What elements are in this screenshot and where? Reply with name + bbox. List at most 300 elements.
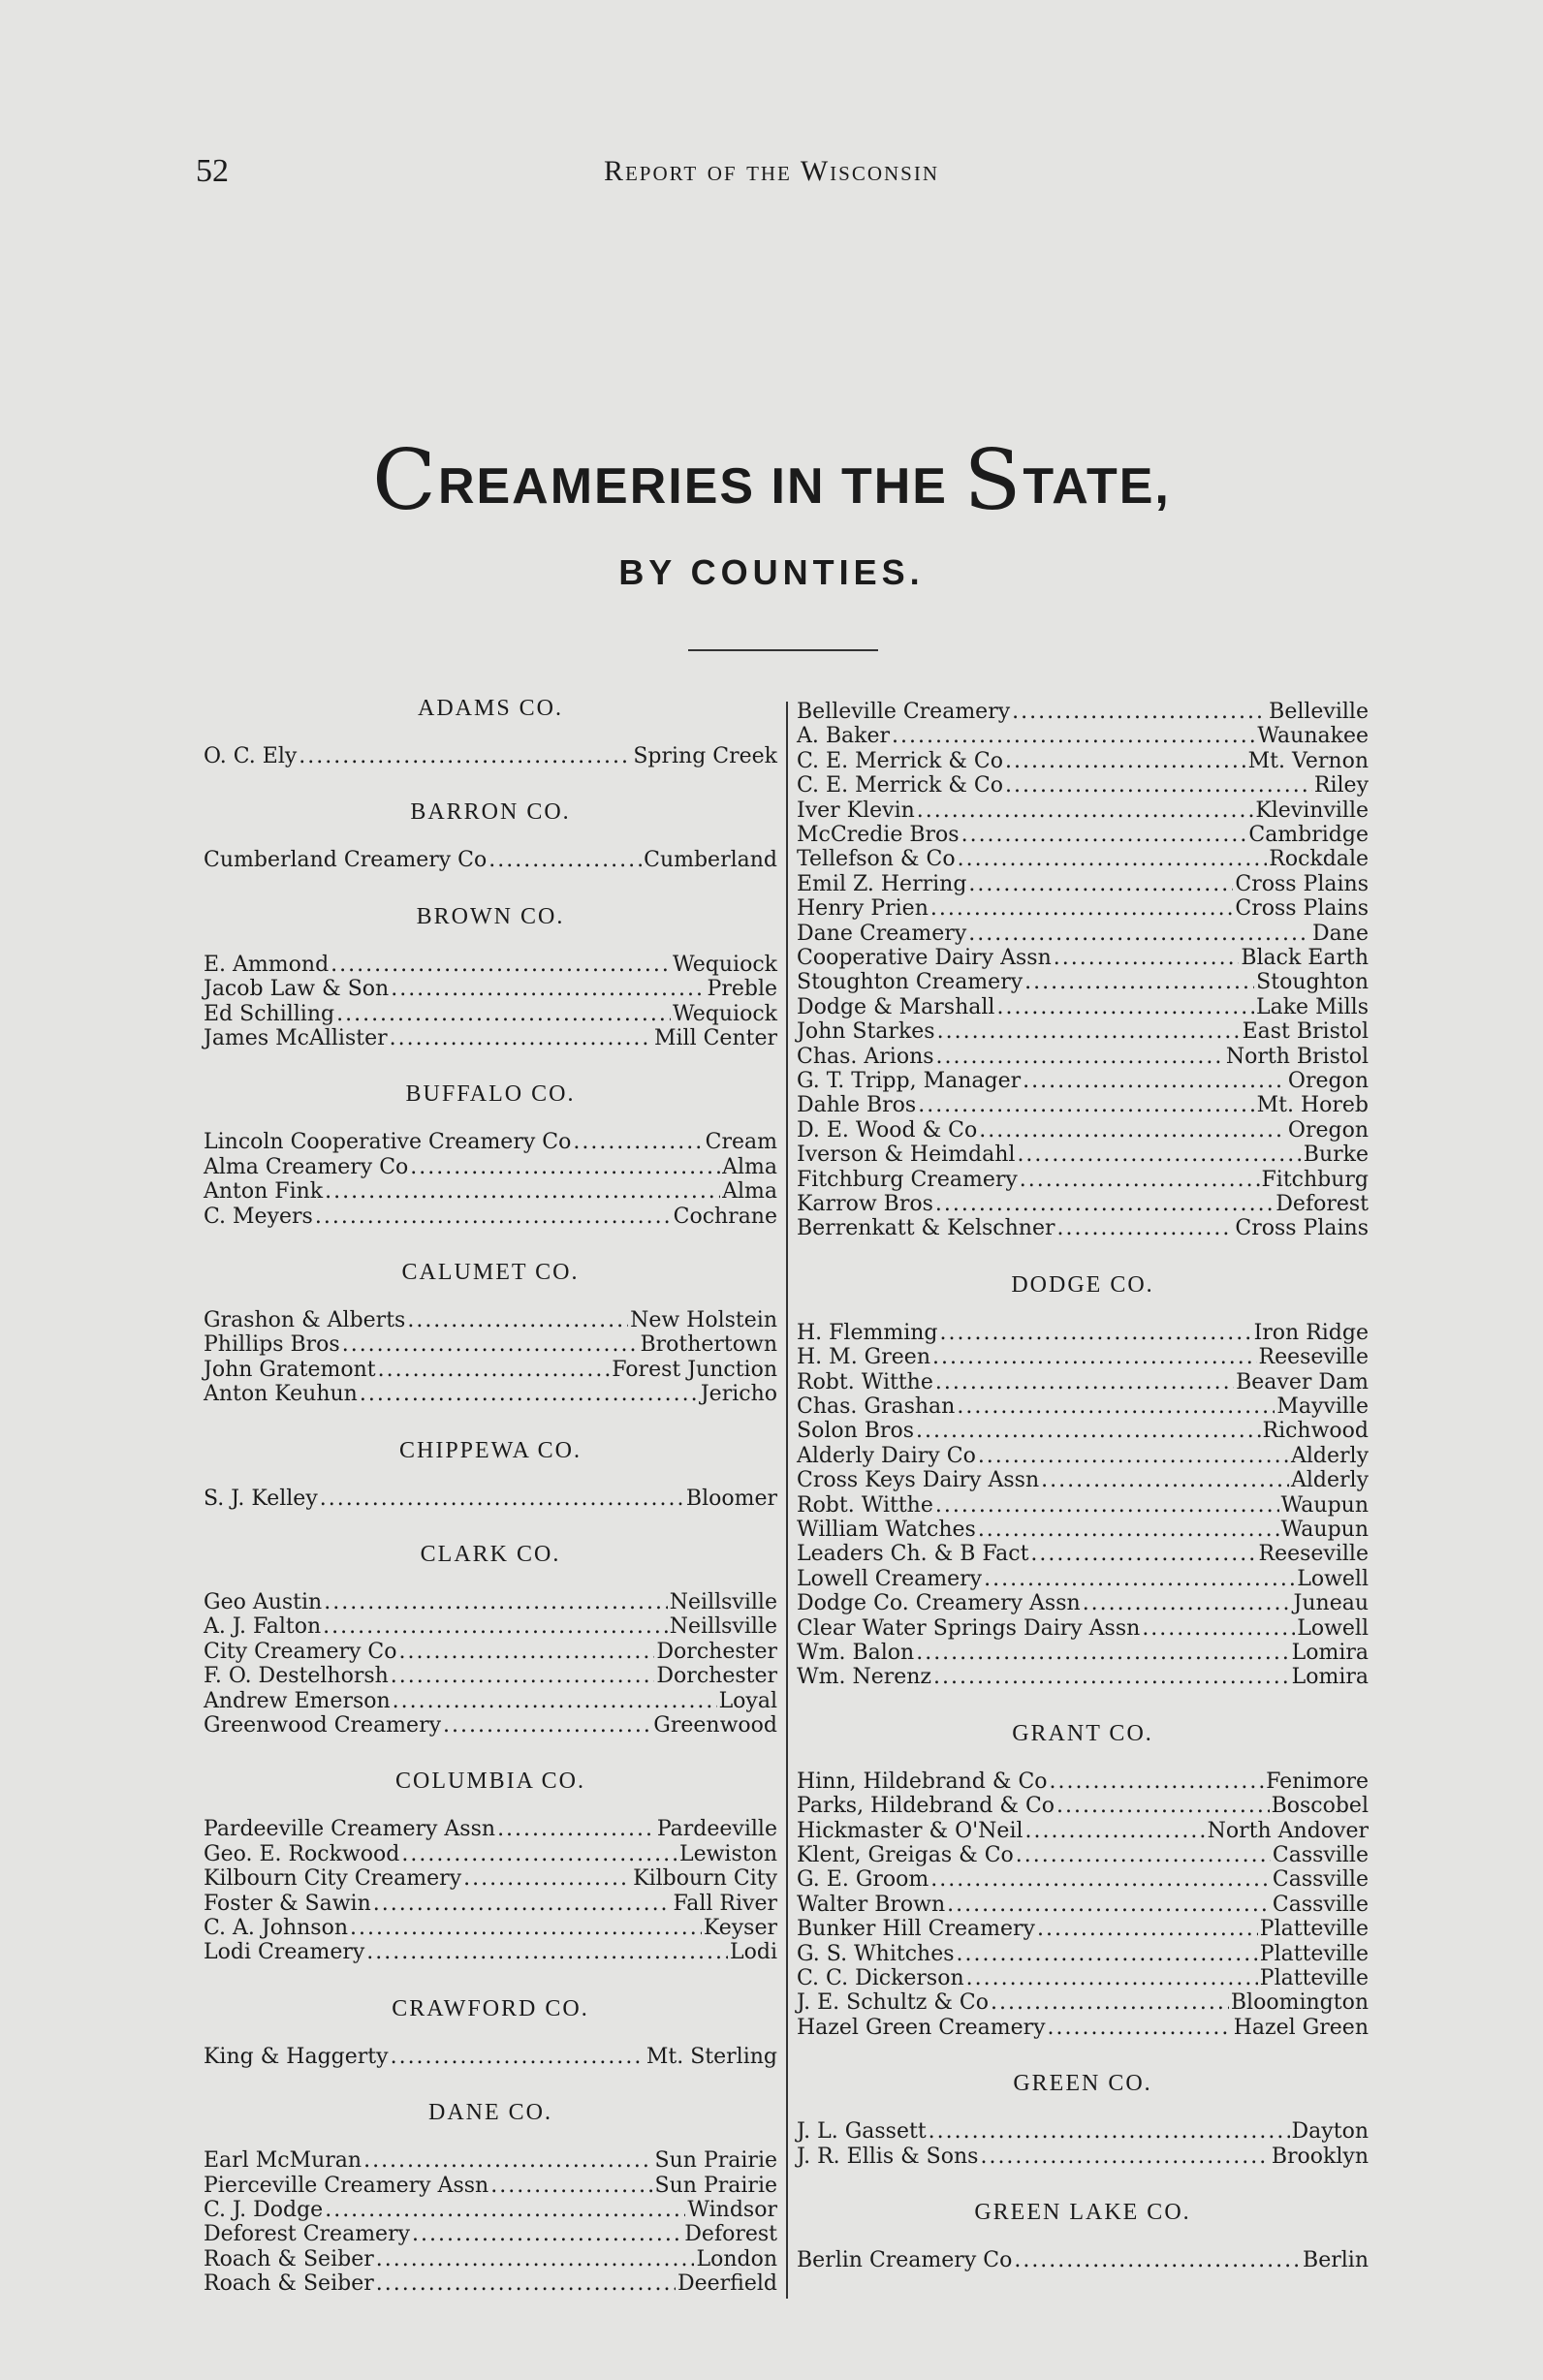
creamery-entry (797, 1665, 1369, 1689)
creamery-name: Klent, Greigas & Co (797, 1843, 1014, 1867)
dot-leader (488, 848, 642, 872)
creamery-name: Dane Creamery (797, 921, 967, 946)
dot-leader (363, 2148, 652, 2173)
dot-leader (1048, 2016, 1232, 2040)
creamery-entry (797, 1616, 1369, 1641)
creamery-entry (204, 1614, 777, 1639)
dot-leader (935, 1493, 1279, 1518)
dot-leader (391, 2045, 645, 2069)
dot-leader (373, 1892, 672, 1916)
creamery-location: Belleville (1269, 700, 1369, 724)
creamery-name: J. E. Schultz & Co (797, 1990, 989, 2016)
creamery-name: Dahle Bros (797, 1093, 917, 1118)
creamery-location: Platteville (1259, 1917, 1369, 1942)
creamery-entry (797, 1769, 1369, 1794)
dot-leader (916, 1641, 1289, 1665)
creamery-entry (797, 1917, 1369, 1941)
creamery-location: Boscobel (1271, 1794, 1369, 1819)
dot-leader (979, 1118, 1286, 1143)
column-divider (786, 702, 788, 2299)
creamery-name: Solon Bros (797, 1419, 914, 1444)
creamery-name: Tellefson & Co (797, 847, 956, 872)
creamery-location: Keyser (703, 1916, 777, 1940)
creamery-location: Riley (1313, 773, 1369, 799)
creamery-name: Clear Water Springs Dairy Assn (797, 1615, 1141, 1641)
creamery-location: Dayton (1291, 2119, 1369, 2145)
creamery-location: Mill Center (653, 1026, 777, 1050)
creamery-name: D. E. Wood & Co (797, 1117, 978, 1143)
creamery-name: J. R. Ellis & Sons (797, 2144, 979, 2169)
creamery-name: James McAllister (204, 1026, 388, 1050)
county-heading: BARRON CO. (410, 799, 571, 826)
creamery-name: Belleville Creamery (797, 700, 1011, 724)
dot-leader (984, 1567, 1295, 1591)
creamery-entry (797, 1518, 1369, 1542)
creamery-entry (797, 1321, 1369, 1345)
dot-leader (968, 872, 1233, 896)
creamery-entry (204, 953, 777, 977)
creamery-location: Iron Ridge (1253, 1320, 1369, 1345)
creamery-name: Grashon & Alberts (204, 1308, 406, 1332)
creamery-location: Hazel Green (1233, 2015, 1369, 2040)
creamery-entry (204, 1664, 777, 1688)
creamery-entry (204, 1002, 777, 1026)
creamery-location: Wequiock (672, 1001, 777, 1026)
creamery-name: Chas. Arions (797, 1044, 934, 1069)
creamery-location: Cross Plains (1235, 896, 1369, 922)
creamery-name: Deforest Creamery (204, 2222, 411, 2247)
creamery-name: Earl McMuran (204, 2148, 362, 2174)
creamery-entry (797, 1045, 1369, 1069)
creamery-name: Berrenkatt & Kelschner (797, 1216, 1055, 1241)
creamery-name: Parks, Hildebrand & Co (797, 1794, 1055, 1819)
dot-leader (399, 1640, 655, 1664)
creamery-entry (797, 2248, 1369, 2272)
creamery-name: S. J. Kelley (204, 1486, 318, 1511)
creamery-entry (797, 1168, 1369, 1192)
dot-leader (930, 1867, 1271, 1892)
dot-leader (1020, 1168, 1260, 1192)
dot-leader (1024, 970, 1254, 994)
creamery-location: Alma (722, 1179, 777, 1205)
creamery-location: Neillsville (669, 1590, 777, 1614)
creamery-name: E. Ammond (204, 952, 330, 977)
dot-leader (336, 1002, 671, 1026)
creamery-location: Klevinville (1255, 798, 1369, 823)
dot-leader (497, 1817, 655, 1841)
creamery-location: Kilbourn City (633, 1866, 777, 1892)
creamery-location: Dorchester (656, 1664, 777, 1689)
creamery-location: Cream (705, 1130, 777, 1155)
creamery-location: Cassville (1272, 1867, 1369, 1893)
dot-leader (378, 1358, 611, 1382)
dot-leader (1142, 1616, 1295, 1641)
dot-leader (1017, 1143, 1301, 1167)
page-subtitle: BY COUNTIES. (618, 552, 925, 592)
dot-leader (391, 977, 705, 1001)
creamery-entry (204, 1842, 777, 1866)
creamery-location: North Bristol (1225, 1044, 1369, 1069)
dot-leader (393, 1689, 717, 1713)
dot-leader (935, 1192, 1274, 1216)
creamery-entry (204, 1487, 777, 1511)
county-heading: CHIPPEWA CO. (398, 1437, 583, 1463)
dot-leader (1056, 1794, 1270, 1818)
dot-leader (401, 1842, 677, 1866)
creamery-name: Pierceville Creamery Assn (204, 2173, 489, 2198)
dot-leader (996, 995, 1254, 1019)
creamery-entry (797, 2119, 1369, 2144)
creamery-entry (204, 2198, 777, 2222)
creamery-name: Hazel Green Creamery (797, 2015, 1046, 2040)
creamery-location: Lomira (1291, 1641, 1369, 1665)
dot-leader (1025, 1819, 1206, 1843)
dot-leader (410, 1155, 720, 1179)
creamery-location: Cambridge (1248, 823, 1369, 847)
creamery-name: City Creamery Co (204, 1639, 397, 1664)
creamery-entry (797, 847, 1369, 871)
creamery-name: C. C. Dickerson (797, 1966, 964, 1990)
dot-leader (320, 1487, 684, 1511)
county-heading: CRAWFORD CO. (392, 1995, 589, 2021)
creamery-location: New Holstein (630, 1308, 777, 1332)
page-title (0, 432, 1543, 529)
dot-leader (936, 1045, 1224, 1069)
creamery-location: Cumberland (644, 848, 777, 873)
creamery-entry (204, 1155, 777, 1179)
creamery-location: Alderly (1290, 1468, 1369, 1493)
creamery-entry (204, 1590, 777, 1614)
creamery-entry (204, 1382, 777, 1406)
creamery-name: Emil Z. Herring (797, 871, 967, 896)
county-heading: BROWN CO. (416, 903, 565, 929)
creamery-name: Phillips Bros (204, 1332, 340, 1358)
county-heading: GRANT CO. (1012, 1720, 1153, 1746)
creamery-location: Brothertown (640, 1332, 777, 1358)
creamery-name: Anton Keuhun (204, 1382, 358, 1407)
creamery-entry (797, 1118, 1369, 1143)
creamery-entry (797, 1942, 1369, 1966)
dot-leader (935, 1370, 1234, 1394)
creamery-name: Andrew Emerson (204, 1688, 391, 1713)
title-cap-c: C (372, 432, 438, 529)
creamery-entry (204, 744, 777, 768)
dot-leader (937, 1019, 1241, 1044)
creamery-entry (797, 749, 1369, 773)
creamery-entry (797, 724, 1369, 748)
dot-leader (968, 922, 1310, 946)
creamery-entry (797, 1345, 1369, 1369)
dot-leader (1005, 773, 1312, 798)
creamery-entry (797, 970, 1369, 994)
creamery-entry (797, 1641, 1369, 1665)
creamery-location: Waunakee (1257, 724, 1369, 749)
creamery-location: Waupun (1280, 1518, 1369, 1542)
creamery-location: Lewiston (678, 1841, 777, 1866)
creamery-name: C. E. Merrick & Co (797, 773, 1003, 799)
creamery-location: London (696, 2246, 777, 2271)
creamery-name: F. O. Destelhorsh (204, 1664, 389, 1689)
creamery-location: Deforest (1275, 1192, 1369, 1216)
county-heading: CALUMET CO. (401, 1260, 580, 1285)
creamery-location: Windsor (687, 2198, 777, 2222)
creamery-name: Roach & Seiber (204, 2271, 374, 2297)
dot-leader (573, 1130, 703, 1154)
county-heading: BUFFALO CO. (405, 1081, 576, 1108)
creamery-name: Fitchburg Creamery (797, 1167, 1018, 1192)
creamery-entry (797, 823, 1369, 847)
creamery-location: Greenwood (653, 1713, 777, 1738)
creamery-entry (797, 2016, 1369, 2040)
creamery-location: Reeseville (1258, 1542, 1369, 1567)
creamery-location: Cassville (1272, 1892, 1369, 1917)
title-part-2: TATE, (1023, 458, 1171, 515)
creamery-name: Robt. Witthe (797, 1369, 933, 1394)
creamery-location: Alderly (1290, 1443, 1369, 1468)
creamery-name: Wm. Balon (797, 1641, 915, 1665)
creamery-entry (797, 1370, 1369, 1394)
dot-leader (366, 1940, 728, 1964)
creamery-name: C. Meyers (204, 1204, 313, 1229)
creamery-name: Greenwood Creamery (204, 1713, 442, 1738)
creamery-name: Pardeeville Creamery Assn (204, 1817, 496, 1842)
creamery-name: O. C. Ely (204, 744, 298, 768)
dot-leader (940, 1321, 1252, 1345)
creamery-name: Hickmaster & O'Neil (797, 1818, 1023, 1843)
creamery-name: William Watches (797, 1518, 976, 1542)
dot-leader (407, 1308, 628, 1332)
creamery-entry (204, 1640, 777, 1664)
creamery-name: Dodge Co. Creamery Assn (797, 1591, 1081, 1616)
dot-leader (929, 2119, 1290, 2144)
creamery-entry (204, 977, 777, 1001)
dot-leader (443, 1713, 651, 1738)
dot-leader (980, 2145, 1269, 2169)
dot-leader (325, 2198, 685, 2222)
creamery-entry (797, 2145, 1369, 2169)
creamery-location: Fitchburg (1261, 1167, 1369, 1192)
creamery-name: Geo Austin (204, 1590, 323, 1614)
creamery-location: Sun Prairie (654, 2173, 777, 2198)
creamery-name: Karrow Bros (797, 1192, 933, 1216)
dot-leader (932, 1345, 1257, 1369)
creamery-entry (204, 848, 777, 872)
creamery-location: Reeseville (1258, 1345, 1369, 1370)
creamery-entry (797, 1468, 1369, 1492)
creamery-entry (204, 1866, 777, 1891)
creamery-location: Jericho (700, 1382, 777, 1407)
creamery-name: H. Flemming (797, 1320, 938, 1345)
creamery-location: Sun Prairie (654, 2148, 777, 2174)
creamery-name: Cross Keys Dairy Assn (797, 1468, 1040, 1493)
dot-leader (966, 1966, 1258, 1990)
creamery-location: Bloomer (685, 1486, 777, 1511)
creamery-name: Dodge & Marshall (797, 994, 995, 1019)
creamery-entry (797, 799, 1369, 823)
dot-leader (390, 1026, 652, 1050)
dot-leader (1083, 1591, 1292, 1615)
dot-leader (930, 896, 1234, 921)
creamery-name: Stoughton Creamery (797, 970, 1023, 995)
creamery-location: Pardeeville (656, 1817, 777, 1842)
county-heading: COLUMBIA CO. (394, 1769, 586, 1795)
dot-leader (918, 1093, 1254, 1117)
creamery-name: Roach & Seiber (204, 2246, 374, 2271)
dot-leader (315, 1205, 672, 1229)
dot-leader (376, 2271, 676, 2296)
creamery-name: C. E. Merrick & Co (797, 748, 1003, 773)
dot-leader (1012, 700, 1267, 724)
creamery-location: Brooklyn (1271, 2144, 1369, 2169)
dot-leader (299, 744, 631, 768)
creamery-entry (797, 1069, 1369, 1093)
dot-leader (331, 953, 671, 977)
creamery-name: McCredie Bros (797, 823, 960, 847)
county-heading: CLARK CO. (420, 1542, 561, 1567)
creamery-name: G. T. Tripp, Manager (797, 1069, 1022, 1093)
creamery-name: Alma Creamery Co (204, 1154, 409, 1179)
creamery-location: Juneau (1293, 1591, 1369, 1616)
creamery-location: Mt. Vernon (1247, 748, 1369, 773)
dot-leader (324, 1590, 668, 1614)
creamery-location: Alma (722, 1154, 777, 1179)
creamery-entry (797, 1794, 1369, 1818)
dot-leader (342, 1332, 639, 1357)
creamery-location: Oregon (1287, 1069, 1369, 1093)
dot-leader (360, 1382, 699, 1406)
dot-leader (961, 823, 1247, 847)
dot-leader (1023, 1069, 1286, 1093)
creamery-entry (797, 773, 1369, 798)
creamery-name: Iverson & Heimdahl (797, 1143, 1016, 1168)
creamery-name: C. J. Dodge (204, 2198, 324, 2222)
creamery-location: Fenimore (1266, 1769, 1369, 1794)
creamery-name: Leaders Ch. & B Fact (797, 1542, 1029, 1567)
creamery-location: Oregon (1287, 1117, 1369, 1143)
dot-leader (917, 799, 1254, 823)
county-heading: GREEN LAKE CO. (974, 2200, 1191, 2225)
creamery-location: Cassville (1272, 1843, 1369, 1867)
creamery-location: Platteville (1259, 1941, 1369, 1966)
creamery-name: Ed Schilling (204, 1001, 335, 1026)
creamery-name: Bunker Hill Creamery (797, 1917, 1035, 1942)
creamery-entry (204, 1308, 777, 1332)
creamery-entry (797, 1819, 1369, 1843)
creamery-location: Burke (1303, 1143, 1369, 1168)
creamery-entry (204, 1916, 777, 1940)
county-heading: GREEN CO. (1013, 2071, 1152, 2097)
creamery-entry (204, 1713, 777, 1738)
county-heading: DODGE CO. (1011, 1271, 1154, 1298)
creamery-location: Forest Junction (612, 1357, 777, 1382)
creamery-entry (797, 1893, 1369, 1917)
creamery-entry (204, 1940, 777, 1964)
dot-leader (1054, 946, 1240, 970)
dot-leader (978, 1518, 1279, 1542)
creamery-name: Walter Brown (797, 1892, 946, 1917)
dot-leader (376, 2247, 695, 2271)
creamery-location: Cochrane (673, 1204, 777, 1229)
county-heading: DANE CO. (428, 2100, 552, 2126)
creamery-location: Waupun (1280, 1492, 1369, 1518)
dot-leader (1014, 2248, 1301, 2272)
creamery-name: H. M. Green (797, 1345, 930, 1370)
dot-leader (350, 1916, 702, 1940)
dot-leader (978, 1444, 1289, 1468)
creamery-name: Chas. Grashan (797, 1394, 956, 1419)
creamery-entry (797, 1493, 1369, 1518)
creamery-name: John Starkes (797, 1019, 935, 1045)
creamery-name: Henry Prien (797, 896, 929, 922)
creamery-name: Robt. Witthe (797, 1492, 933, 1518)
creamery-entry (797, 1567, 1369, 1591)
creamery-location: Deerfield (677, 2271, 777, 2297)
creamery-entry (797, 1444, 1369, 1468)
creamery-entry (797, 1093, 1369, 1117)
creamery-entry (797, 1216, 1369, 1240)
creamery-entry (204, 2247, 777, 2271)
dot-leader (1030, 1542, 1256, 1566)
creamery-name: Foster & Sawin (204, 1891, 371, 1916)
running-head: Report of the Wisconsin (603, 155, 940, 187)
creamery-name: Anton Fink (204, 1179, 324, 1205)
creamery-entry (204, 2222, 777, 2246)
dot-leader (1057, 1216, 1234, 1240)
creamery-entry (797, 1591, 1369, 1615)
creamery-entry (797, 1542, 1369, 1566)
creamery-entry (797, 1192, 1369, 1216)
creamery-entry (797, 922, 1369, 946)
dot-leader (325, 1179, 720, 1204)
dot-leader (391, 1664, 655, 1688)
creamery-entry (797, 896, 1369, 921)
creamery-name: Berlin Creamery Co (797, 2248, 1013, 2272)
dot-leader (958, 847, 1268, 871)
dot-leader (933, 1665, 1290, 1689)
creamery-entry (204, 1332, 777, 1357)
creamery-location: Black Earth (1241, 946, 1369, 970)
creamery-location: Mayville (1276, 1394, 1369, 1419)
title-cap-s: S (963, 432, 1023, 529)
dot-leader (1041, 1468, 1289, 1492)
creamery-location: Lowell (1297, 1566, 1369, 1591)
creamery-entry (204, 1130, 777, 1154)
dot-leader (463, 1866, 631, 1891)
creamery-name: C. A. Johnson (204, 1916, 349, 1940)
dot-leader (916, 1419, 1261, 1443)
creamery-entry (204, 1179, 777, 1204)
creamery-name: Geo. E. Rockwood (204, 1841, 400, 1866)
dot-leader (957, 1394, 1275, 1419)
creamery-location: Lake Mills (1256, 994, 1369, 1019)
creamery-entry (204, 1205, 777, 1229)
creamery-name: Lincoln Cooperative Creamery Co (204, 1130, 572, 1155)
creamery-location: Preble (707, 977, 777, 1002)
creamery-location: Spring Creek (633, 744, 777, 768)
creamery-location: Bloomington (1230, 1990, 1369, 2016)
dot-leader (490, 2174, 652, 2198)
creamery-location: Beaver Dam (1236, 1369, 1369, 1394)
creamery-entry (204, 1689, 777, 1713)
creamery-entry (204, 1358, 777, 1382)
creamery-entry (797, 1419, 1369, 1443)
creamery-location: Platteville (1259, 1966, 1369, 1990)
dot-leader (892, 724, 1255, 748)
dot-leader (1016, 1843, 1271, 1867)
creamery-name: Jacob Law & Son (204, 977, 390, 1002)
title-rule (688, 649, 878, 651)
creamery-location: Mt. Horeb (1256, 1093, 1369, 1118)
